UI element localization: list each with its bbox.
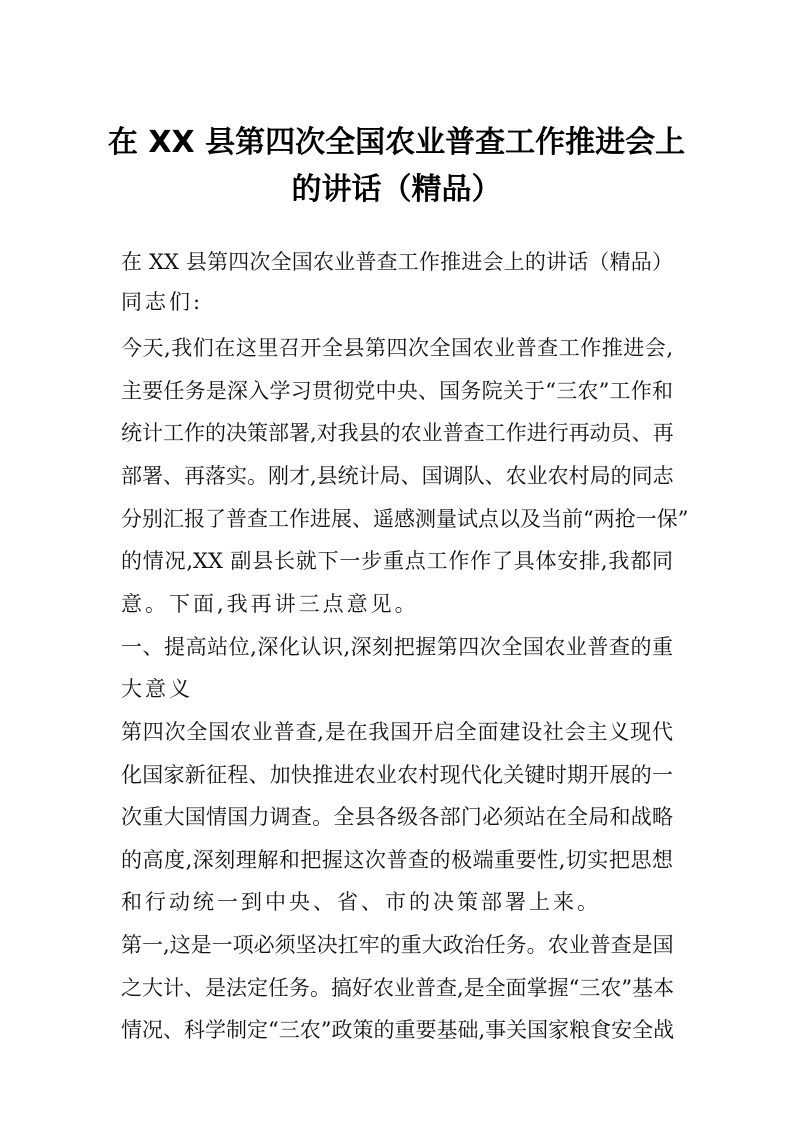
body-text-line: 之大计、是法定任务。搞好农业普查,是全面掌握“三农”基本 <box>121 975 675 1000</box>
body-text-line: 分别汇报了普查工作进展、遥感测量试点以及当前“两抢一保” <box>121 506 689 531</box>
body-text-line: 主要任务是深入学习贯彻党中央、国务院关于“三农”工作和 <box>121 378 673 403</box>
body-text-line: 的高度,深刻理解和把握这次普查的极端重要性,切实把思想 <box>121 847 673 872</box>
body-text-line: 情况、科学制定“三农”政策的重要基础,事关国家粮食安全战 <box>121 1018 675 1043</box>
body-text-line: 意。下面,我再讲三点意见。 <box>121 591 419 616</box>
body-text-line: 统计工作的决策部署,对我县的农业普查工作进行再动员、再 <box>121 421 674 446</box>
body-text-line: 化国家新征程、加快推进农业农村现代化关键时期开展的一 <box>121 762 673 787</box>
body-text-line: 部署、再落实。刚才,县统计局、国调队、农业农村局的同志 <box>121 463 674 488</box>
body-text-line: 和行动统一到中央、省、市的决策部署上来。 <box>121 890 601 915</box>
document-title-line-2: 的讲话（精品） <box>291 172 502 207</box>
body-text-line: 第一,这是一项必须坚决扛牢的重大政治任务。农业普查是国 <box>121 933 674 958</box>
body-text-line: 的情况,XX 副县长就下一步重点工作作了具体安排,我都同 <box>121 549 673 574</box>
body-text-line: 同志们: <box>121 290 204 314</box>
body-text-line: 一、提高站位,深化认识,深刻把握第四次全国农业普查的重 <box>121 634 673 659</box>
body-text-line: 第四次全国农业普查,是在我国开启全面建设社会主义现代 <box>121 719 673 744</box>
body-text-line: 今天,我们在这里召开全县第四次全国农业普查工作推进会, <box>121 336 673 360</box>
body-text-line: 次重大国情国力调查。全县各级各部门必须站在全局和战略 <box>121 805 673 830</box>
document-title-line-1: 在 XX 县第四次全国农业普查工作推进会上 <box>107 125 686 160</box>
body-text-line: 在 XX 县第四次全国农业普查工作推进会上的讲话（精品） <box>121 250 673 274</box>
body-text-line: 大意义 <box>121 677 193 702</box>
